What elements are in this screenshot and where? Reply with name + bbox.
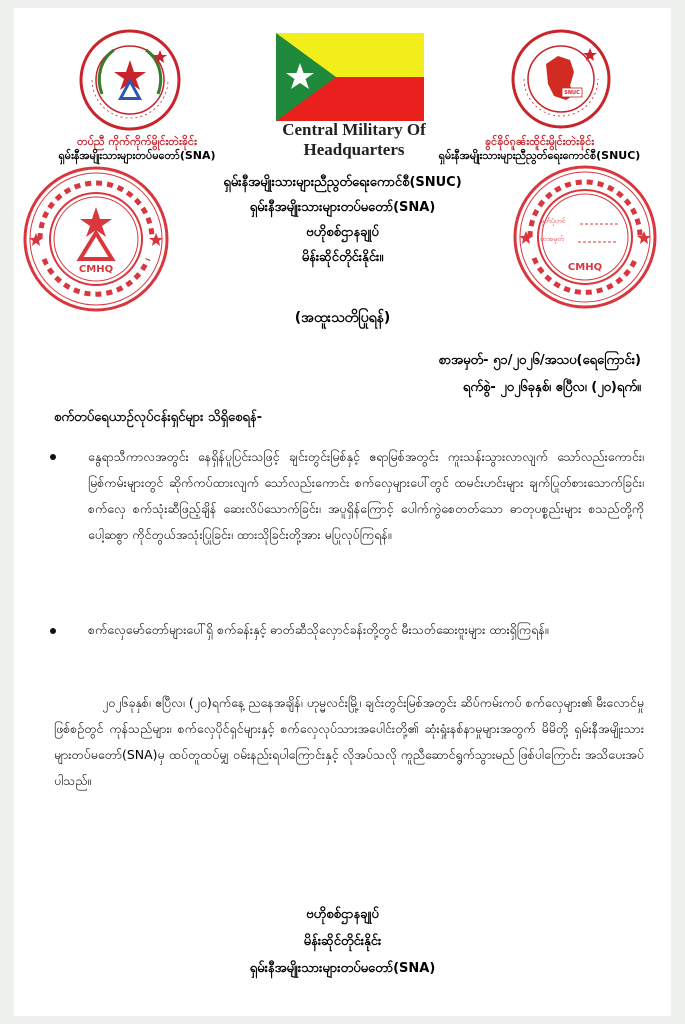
issuer-line-4: မိန်းဆိုင်တိုင်းနိုင်း။ bbox=[301, 250, 384, 265]
center-title-line-1: Central Military Of bbox=[282, 120, 426, 139]
issuer-line-1: ရှမ်းနီအမျိုးသားများညီညွတ်ရေးကောင်စီ(SNUC) bbox=[223, 175, 462, 190]
notice-heading: (အထူးသတိပြုရန်) bbox=[294, 310, 391, 326]
center-title-line-2: Headquarters bbox=[303, 140, 405, 159]
signature-line-3: ရှမ်းနီအမျိုးသားများတပ်မတော်(SNA) bbox=[249, 961, 436, 976]
signature-line-1: ဗဟိုစစ်ဌာနချုပ် bbox=[306, 907, 379, 922]
bullet-dot bbox=[50, 628, 56, 634]
snuc-badge: SNUC bbox=[564, 90, 580, 96]
flag-icon bbox=[276, 33, 424, 121]
cmhq-left-label: CMHQ bbox=[78, 264, 114, 275]
reference-number: စာအမှတ်- ၅၁/၂၀၂၆/အသပ(ရေကြောင်း) bbox=[438, 353, 641, 368]
bullet-dot bbox=[50, 454, 56, 460]
right-seal-field-2: စာအမှတ် bbox=[540, 235, 565, 243]
sna-caption-line-2: ရှမ်းနီအမျိုးသားများတပ်မတော်(SNA) bbox=[58, 149, 216, 162]
bullet-item-2: စက်လှေမော်တော်များပေါ်ရှိ စက်ခန်းနှင့် ဓာတ်ဆီသိုလှောင်ခန်းတို့တွင် မီးသတ်ဆေးဗူးများ ထားရှိကြရန်။ bbox=[88, 622, 549, 637]
snuc-emblem-icon bbox=[510, 28, 612, 130]
issuer-line-2: ရှမ်းနီအမျိုးသားများတပ်မတော်(SNA) bbox=[249, 200, 436, 215]
sna-emblem-icon bbox=[78, 28, 182, 132]
subject-line: စက်တပ်ရေယာဉ်လုပ်ငန်းရှင်များ သိရှိစေရန်- bbox=[54, 410, 262, 425]
document-page bbox=[14, 8, 671, 1016]
issuer-line-3: ဗဟိုစစ်ဌာနချုပ် bbox=[306, 225, 379, 240]
right-seal-field-1: မှတ်ပုံတင် bbox=[540, 217, 566, 225]
snuc-caption-line-1: ၶွင်ၶိုဝ်ၵူၼ်းထိူင်းမွိုင်းတဲးၶိုင်း bbox=[484, 135, 595, 148]
body-paragraph: ၂၀၂၆ခုနှစ်၊ ဧပြီလ၊ (၂၀)ရက်နေ့ ညနေအချိန်၊ ဟုမ္မလင်းမြို့၊ ချင်းတွင်းမြစ်အတွင်း ဆိပ်ကမ်းကပ် စက်လှေများ၏ မီးလောင်မှုဖြစ်စဉ်တွင် ကုန်သည်များ၊ စက်လှေပိုင်ရှင်များနှင့် စက်လှေလုပ်သားအပေါင်းတို့၏ ဆုံးရှုံးနစ်နာမှုများအတွက် မိမိတို့ ရှမ်းနီအမျိုးသားများတပ်မတော်(SNA)မှ ထပ်တူထပ်မျှ ဝမ်းနည်းရပါကြောင်းနှင့် လိုအပ်သလို ကူညီဆောင်ရွက်သွားမည် ဖြစ်ပါကြောင်း အသိပေးအပ်ပါသည်။ bbox=[54, 695, 644, 788]
bullet-item-1: နွေရာသီကာလအတွင်း နေရှိန်ပူပြင်းသဖြင့် ချင်းတွင်းမြစ်နှင့် ဧရာမြစ်အတွင်း ကူးသန်းသွားလာလျက် သော်လည်းကောင်း၊ မြစ်ကမ်းများတွင် ဆိုက်ကပ်ထားလျက် သော်လည်းကောင်း စက်လှေများပေါ်တွင် ထမင်းဟင်းများ ချက်ပြုတ်စားသောက်ခြင်း၊ စက်လှေ စက်သုံးဆီဖြည့်ချိန် ဆေးလိပ်သောက်ခြင်း၊ အပူရှိန်ကြောင့် ပေါက်ကွဲစေတတ်သော ဓာတုပစ္စည်းများ စသည်တို့ကို ပေါ့ဆစွာ ကိုင်တွယ်အသုံးပြုခြင်း၊ ထားသိုခြင်းတို့အား မပြုလုပ်ကြရန်။ bbox=[88, 449, 644, 542]
document-date: ရက်စွဲ- ၂၀၂၆ခုနှစ်၊ ဧပြီလ၊ (၂၀)ရက်။ bbox=[462, 380, 641, 395]
sna-caption-line-1: တပ်ညီ ကိုက်ကိုက်မွိုင်းတဲးၶိုင်း bbox=[77, 135, 197, 148]
cmhq-right-label: CMHQ bbox=[567, 262, 603, 273]
snuc-logo-caption bbox=[412, 135, 667, 163]
snuc-caption-line-2: ရှမ်းနီအမျိုးသားများညီညွတ်ရေးကောင်စီ(SNUC) bbox=[438, 149, 641, 162]
sna-logo-caption bbox=[52, 135, 222, 163]
signature-line-2: မိန်းဆိုင်တိုင်းနိုင်း bbox=[303, 934, 382, 949]
